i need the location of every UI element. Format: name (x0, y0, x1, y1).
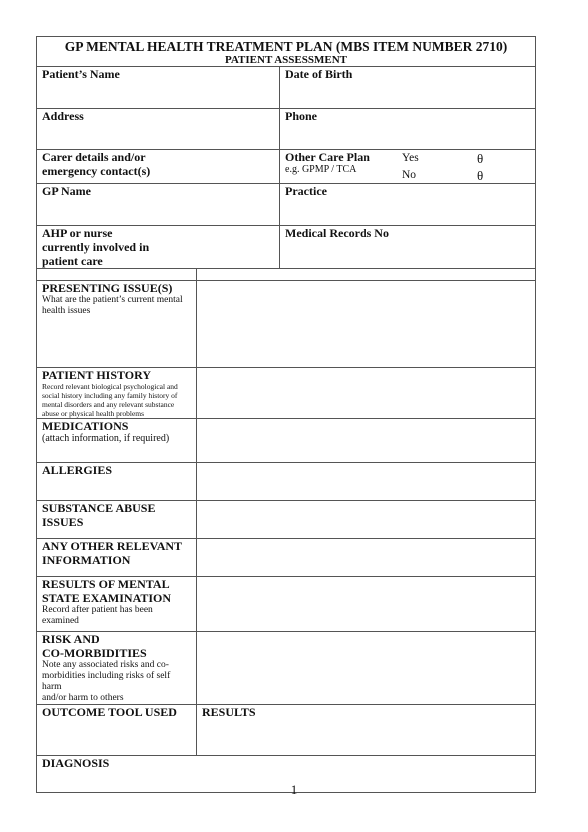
medical-records-label: Medical Records No (285, 226, 389, 240)
allergies-input[interactable] (197, 463, 536, 501)
ahp-label-line1: AHP or nurse (42, 226, 113, 240)
address-label: Address (42, 109, 84, 123)
patient-history-label-cell (37, 368, 197, 419)
patient-history-desc-3: mental disorders and any relevant substance (42, 400, 175, 409)
medications-title: MEDICATIONS (42, 419, 129, 433)
spacer-right (197, 269, 536, 281)
presenting-issues-label-cell (37, 281, 197, 368)
outcome-tool-title: OUTCOME TOOL USED (42, 705, 177, 719)
phone-field[interactable] (280, 109, 536, 150)
diagnosis-title: DIAGNOSIS (42, 756, 110, 770)
other-care-plan-example: e.g. GPMP / TCA (285, 164, 357, 175)
other-info-title-2: INFORMATION (42, 553, 131, 567)
patient-name-label: Patient’s Name (42, 67, 120, 81)
carer-details-field[interactable] (37, 150, 280, 184)
spacer-left (37, 269, 197, 281)
risk-label-cell (37, 632, 197, 705)
results-title: RESULTS (202, 705, 256, 719)
other-care-plan-field (280, 150, 536, 184)
treatment-plan-table (36, 36, 536, 793)
patient-history-desc-1: Record relevant biological psychological and (42, 382, 178, 391)
risk-desc-1: Note any associated risks and co- (42, 660, 169, 670)
practice-field[interactable] (280, 184, 536, 226)
other-info-label-cell (37, 539, 197, 577)
form-title: GP MENTAL HEALTH TREATMENT PLAN (MBS ITEM NUMBER 2710) (64, 39, 508, 54)
mse-desc: Record after patient has been examined (42, 605, 153, 626)
presenting-issues-input[interactable] (197, 281, 536, 368)
no-label: No (402, 169, 417, 181)
other-info-title-1: ANY OTHER RELEVANT (42, 539, 183, 553)
page-number: 1 (290, 782, 298, 797)
substance-abuse-input[interactable] (197, 501, 536, 539)
mse-title-2: STATE EXAMINATION (42, 591, 172, 605)
other-info-input[interactable] (197, 539, 536, 577)
patient-name-field[interactable] (37, 67, 280, 109)
risk-title-1: RISK AND (42, 632, 100, 646)
form-header (37, 37, 536, 67)
patient-history-input[interactable] (197, 368, 536, 419)
yes-label: Yes (402, 152, 419, 164)
address-field[interactable] (37, 109, 280, 150)
carer-label-line2: emergency contact(s) (42, 164, 151, 178)
form-subtitle: PATIENT ASSESSMENT (225, 54, 347, 66)
ahp-label-line3: patient care (42, 254, 103, 268)
mse-title-1: RESULTS OF MENTAL (42, 577, 170, 591)
mse-input[interactable] (197, 577, 536, 632)
ahp-label-line2: currently involved in (42, 240, 150, 254)
gp-name-label: GP Name (42, 184, 91, 198)
allergies-label-cell (37, 463, 197, 501)
yes-radio-icon[interactable]: θ (477, 151, 484, 166)
medications-label-cell (37, 419, 197, 463)
substance-abuse-title: SUBSTANCE ABUSE ISSUES (42, 501, 156, 529)
phone-label: Phone (285, 109, 318, 123)
risk-title-2: CO-MORBIDITIES (42, 646, 147, 660)
practice-label: Practice (285, 184, 327, 198)
risk-input[interactable] (197, 632, 536, 705)
risk-desc-3: and/or harm to others (42, 693, 124, 703)
medical-records-field[interactable] (280, 226, 536, 269)
no-radio-icon[interactable]: θ (477, 168, 484, 183)
form-page (36, 36, 535, 793)
presenting-issues-desc-1: What are the patient’s current mental (42, 295, 183, 305)
patient-history-title: PATIENT HISTORY (42, 368, 152, 382)
allergies-title: ALLERGIES (42, 463, 113, 477)
dob-label: Date of Birth (285, 67, 353, 81)
mse-label-cell (37, 577, 197, 632)
gp-name-field[interactable] (37, 184, 280, 226)
medications-desc: (attach information, if required) (42, 433, 170, 444)
carer-label-line1: Carer details and/or (42, 150, 146, 164)
results-cell[interactable] (197, 705, 536, 756)
presenting-issues-desc-2: health issues (42, 306, 91, 316)
ahp-nurse-field[interactable] (37, 226, 280, 269)
date-of-birth-field[interactable] (280, 67, 536, 109)
patient-history-desc-2: social history including any family history of (42, 391, 178, 400)
risk-desc-2: morbidities including risks of self harm (42, 671, 171, 692)
presenting-issues-title: PRESENTING ISSUE(S) (42, 281, 173, 295)
other-care-plan-label: Other Care Plan (285, 150, 370, 164)
medications-input[interactable] (197, 419, 536, 463)
substance-abuse-label-cell (37, 501, 197, 539)
outcome-tool-cell[interactable] (37, 705, 197, 756)
patient-history-desc-4: abuse or physical health problems (42, 409, 145, 418)
